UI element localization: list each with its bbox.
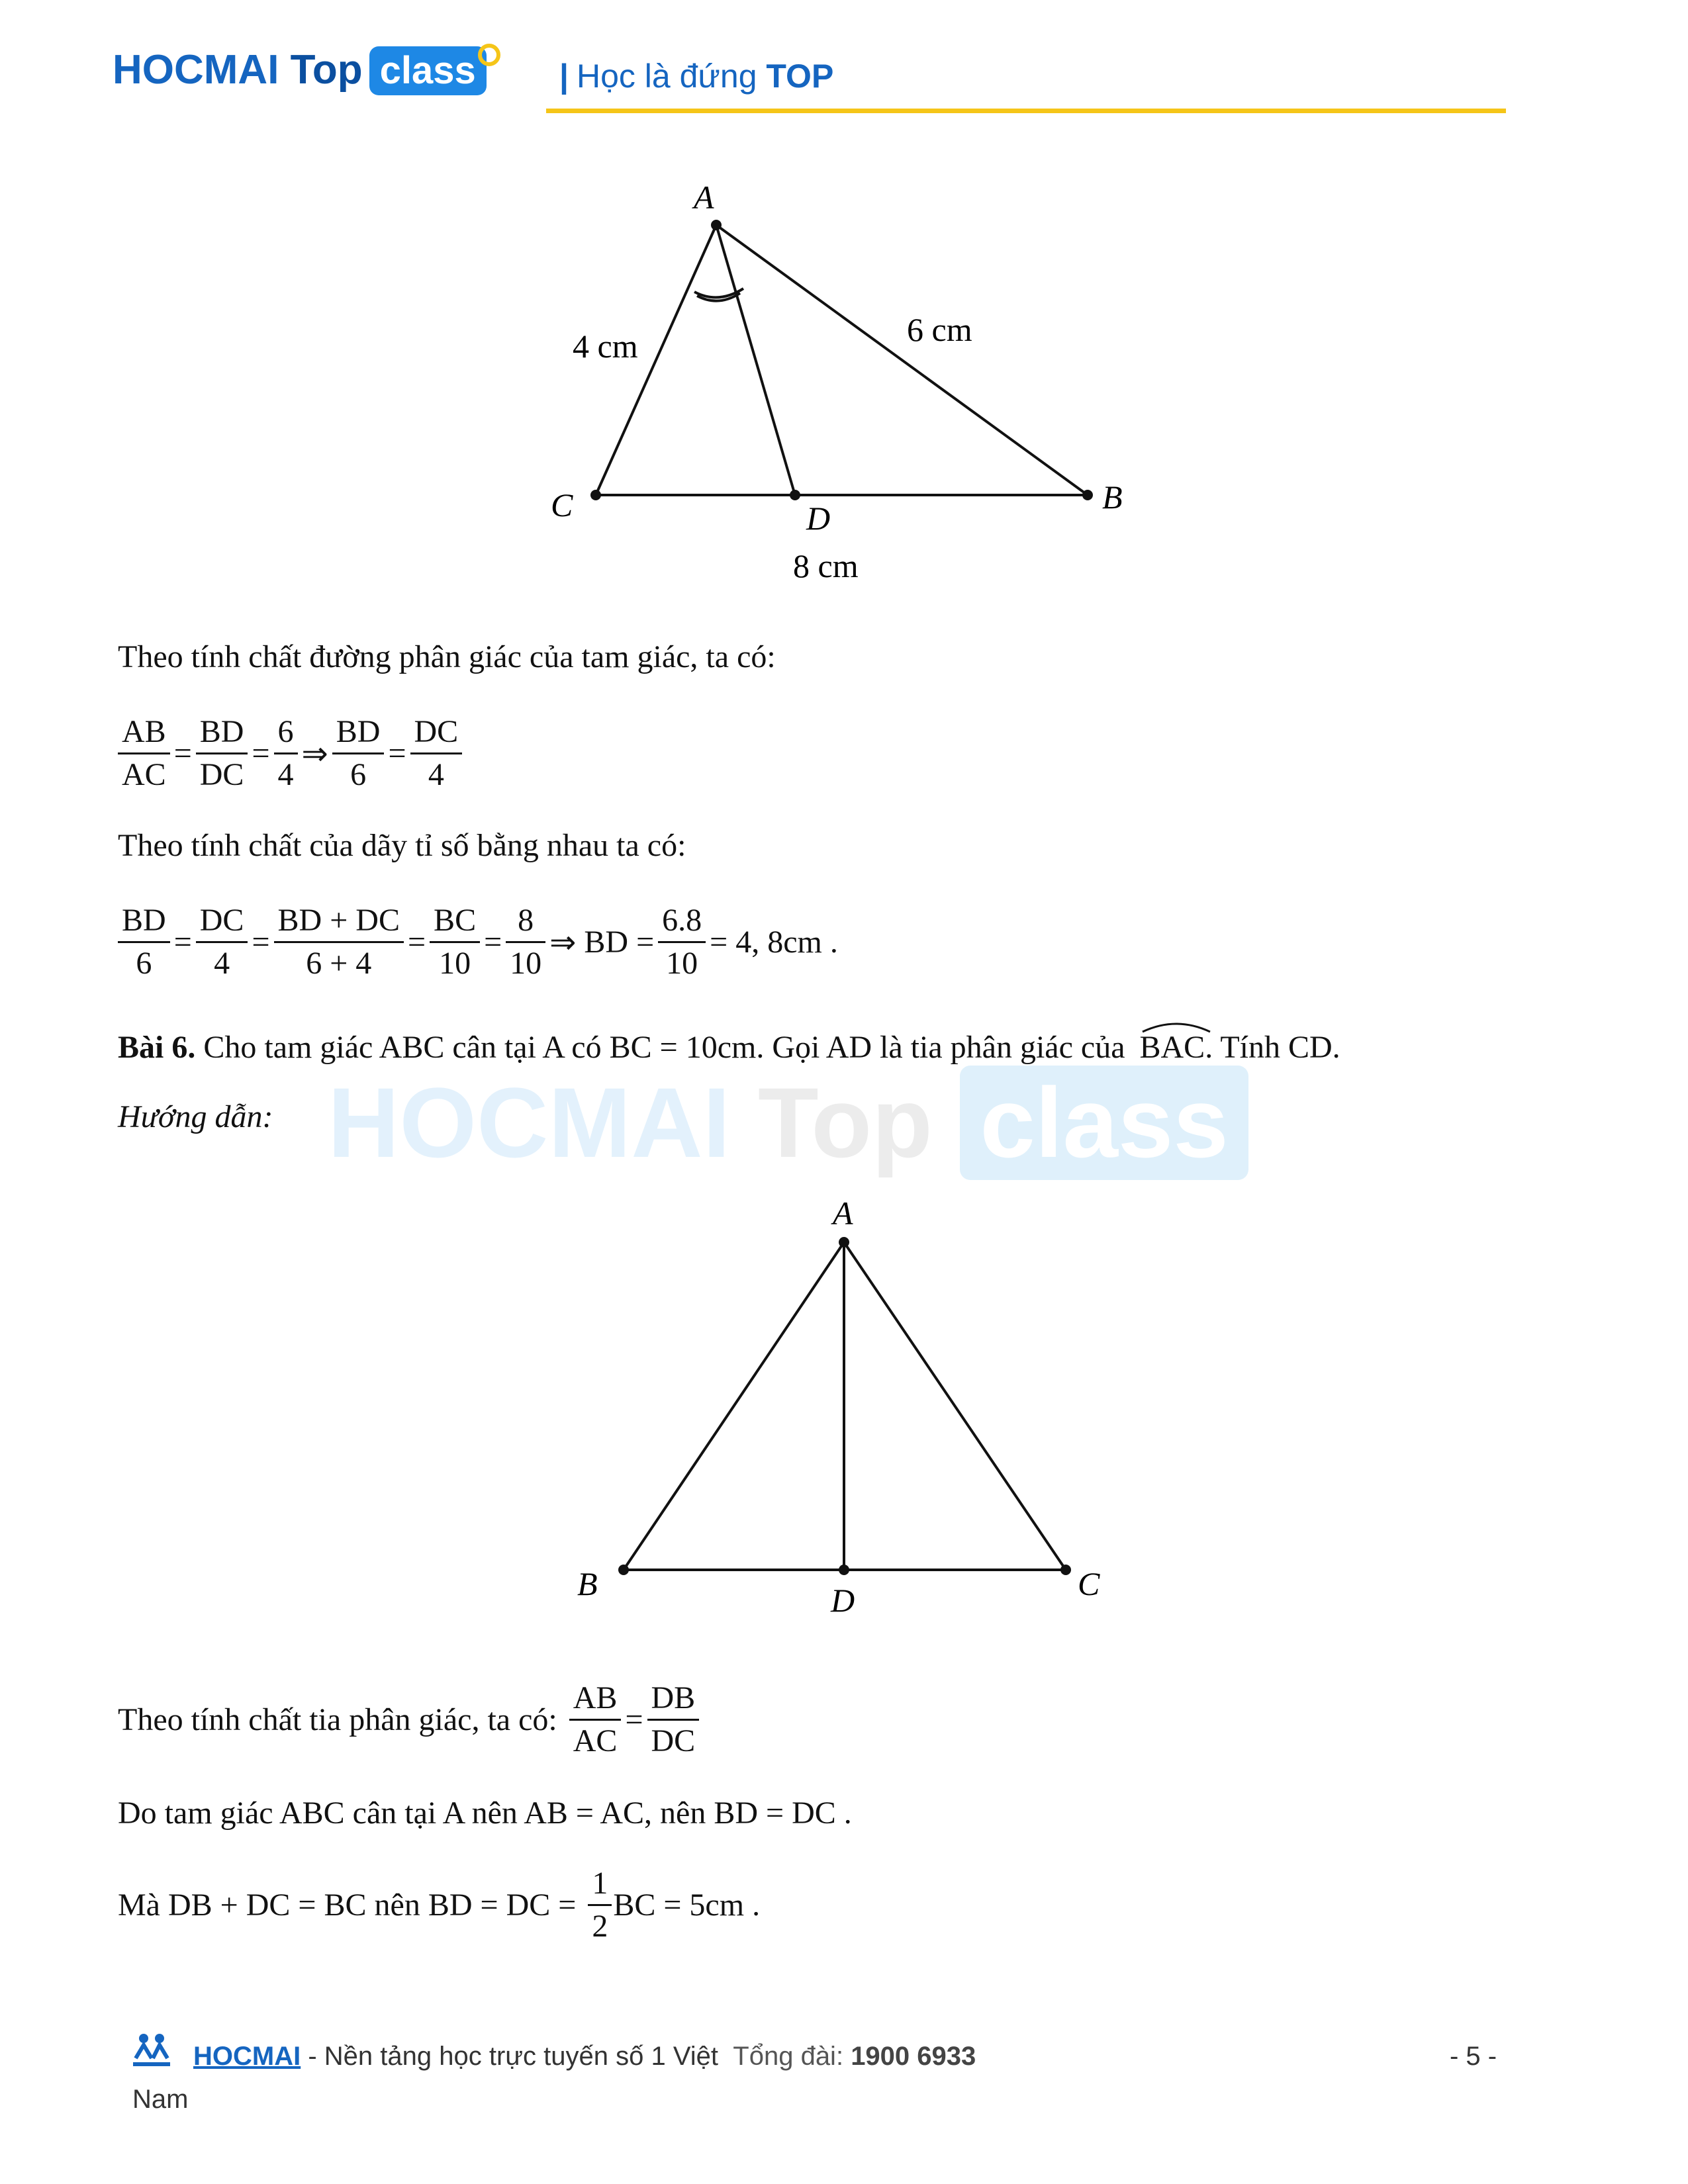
header-rule [546, 109, 1506, 113]
fraction: $\frac{AB}{AC}$ [118, 711, 170, 796]
equation-ratio-1: $\frac{AB}{AC}$ = $\frac{BD}{DC}$ = $\frac{6}{4}$ ⇒ $\frac{BD}{6}$ = $\frac{DC}{4}$ [118, 711, 462, 796]
bisector-ratio-line: Theo tính chất tia phân giác, ta có: $\frac{AB}{AC}$ = $\frac{DB}{DC}$ [118, 1678, 699, 1762]
triangle-figure-2 [556, 1185, 1125, 1635]
triangle-figure-1 [516, 172, 1165, 596]
header-slogan [559, 57, 833, 95]
ratio-series-text: Theo tính chất của dãy tỉ số bằng nhau ta có: [118, 828, 686, 863]
fig1-label-d: D [806, 500, 831, 537]
conclusion-line: Mà DB + DC = BC nên BD = DC = $\frac{1}{2}$ BC = 5cm . [118, 1863, 764, 1948]
fraction: $\frac{BD + DC}{6 + 4}$ [274, 900, 404, 985]
fig1-side-ab: 6 cm [907, 311, 972, 348]
equation-ratio-2: $\frac{BD}{6}$ = $\frac{DC}{4}$ = $\frac{BD + DC}{6 + 4}$ = $\frac{BC}{10}$ = $\frac{8}{10}$ ⇒ BD = $\frac{6.8}{10}$ = 4, 8cm . [118, 900, 842, 985]
fraction: $\frac{AB}{AC}$ [569, 1678, 622, 1762]
slogan-top: TOP [766, 58, 834, 95]
bisector-property-text: Theo tính chất đường phân giác của tam giác, ta có: [118, 639, 776, 674]
footer-line-2: Nam [132, 2085, 189, 2114]
fig1-label-a: A [694, 179, 714, 216]
fig1-side-ac: 4 cm [573, 328, 638, 365]
exercise-6-title: Bài 6. [118, 1030, 196, 1065]
fraction: $\frac{DC}{4}$ [410, 711, 463, 796]
angle-bac: BAC [1140, 1029, 1205, 1066]
fig2-label-d: D [831, 1582, 855, 1619]
hotline-number: 1900 6933 [851, 2042, 976, 2071]
logo-sun-icon [478, 44, 500, 66]
fraction: $\frac{6}{4}$ [274, 711, 298, 796]
page-number: - 5 - [1450, 2042, 1497, 2071]
guide-label: Hướng dẫn: [118, 1099, 273, 1134]
fig1-label-c: C [551, 486, 573, 523]
bisector-ray-text: Theo tính chất tia phân giác, ta có: [118, 1702, 557, 1738]
fraction: $\frac{DB}{DC}$ [647, 1678, 700, 1762]
logo-class: class [369, 46, 487, 95]
fraction: $\frac{BD}{DC}$ [196, 711, 248, 796]
fig2-label-c: C [1078, 1565, 1100, 1602]
fraction: $\frac{8}{10}$ [506, 900, 545, 985]
isosceles-text: Do tam giác ABC cân tại A nên AB = AC, nên BD = DC . [118, 1796, 852, 1831]
fraction: $\frac{DC}{4}$ [196, 900, 248, 985]
fraction: $\frac{BD}{6}$ [118, 900, 170, 985]
fraction: $\frac{BD}{6}$ [332, 711, 385, 796]
footer-brand-link[interactable]: HOCMAI [193, 2042, 301, 2071]
logo-top: Top [290, 47, 363, 93]
logo-main: HOCMAI [113, 47, 279, 93]
watermark: HOCMAI Top class [328, 1066, 1248, 1180]
hocmai-topclass-logo [113, 46, 487, 95]
fraction: $\frac{6.8}{10}$ [658, 900, 706, 985]
fraction: $\frac{1}{2}$ [588, 1863, 612, 1948]
hocmai-footer-icon [129, 2032, 175, 2071]
fraction: $\frac{BC}{10}$ [430, 900, 480, 985]
fig1-label-b: B [1102, 478, 1123, 516]
fig2-label-a: A [833, 1195, 853, 1232]
fig1-side-bc: 8 cm [793, 547, 859, 584]
fig2-label-b: B [577, 1565, 598, 1602]
slogan-divider: | [559, 58, 569, 95]
footer-line: HOCMAI - Nền tảng học trực tuyến số 1 Việt Tổng đài: 1900 6933 [193, 2042, 976, 2071]
slogan-text: Học là đứng [577, 58, 757, 95]
exercise-6-statement: Bài 6. Cho tam giác ABC cân tại A có BC = 10cm. Gọi AD là tia phân giác của BAC. Tính CD. [118, 1029, 1340, 1066]
